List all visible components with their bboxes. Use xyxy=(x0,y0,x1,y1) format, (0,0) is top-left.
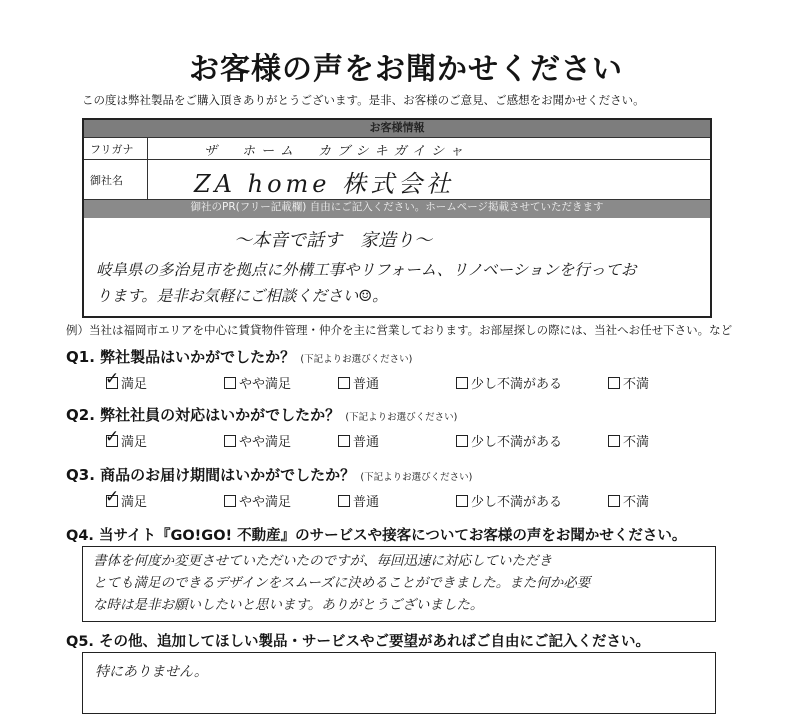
q3-label xyxy=(66,464,472,485)
customer-info-box xyxy=(82,118,712,318)
q5-label: Q5. その他、追加してほしい製品・サービスやご要望があればご自由にご記入ください。 xyxy=(66,634,650,650)
q2-option-5[interactable] xyxy=(608,431,649,450)
q1-option-2[interactable] xyxy=(224,373,291,392)
checkbox-icon[interactable] xyxy=(338,377,350,389)
option-label: 少し不満がある xyxy=(471,377,563,392)
option-label: やや満足 xyxy=(239,495,292,510)
q2-note: (下記よりお選びください) xyxy=(345,412,458,423)
option-label: やや満足 xyxy=(239,377,292,392)
checkbox-icon[interactable] xyxy=(456,377,468,389)
page-title: お客様の声をお聞かせください xyxy=(189,52,623,87)
option-label: 少し不満がある xyxy=(471,435,563,450)
checkbox-icon[interactable] xyxy=(338,435,350,447)
q3-option-5[interactable] xyxy=(608,491,649,510)
checkbox-icon[interactable] xyxy=(608,495,620,507)
furigana-value: ザ ホーム カブシキガイシャ xyxy=(204,144,469,159)
checkbox-icon[interactable] xyxy=(608,377,620,389)
q2-option-3[interactable] xyxy=(338,431,379,450)
checkbox-icon[interactable] xyxy=(456,435,468,447)
q5-answer-box[interactable] xyxy=(82,652,716,714)
option-label: 少し不満がある xyxy=(471,495,563,510)
checkbox-icon[interactable] xyxy=(338,495,350,507)
q1-option-3[interactable] xyxy=(338,373,379,392)
q3-option-1[interactable] xyxy=(106,491,147,510)
pr-line-2: ります。是非お気軽にご相談ください☺。 xyxy=(96,287,388,305)
q4-answer-line-3: な時は是非お願いしたいと思います。ありがとうございました。 xyxy=(93,597,484,613)
info-header: お客様情報 xyxy=(84,120,710,138)
q2-option-2[interactable] xyxy=(224,431,291,450)
q3-option-2[interactable] xyxy=(224,491,291,510)
company-value: ZA home 株式会社 xyxy=(194,170,455,198)
example-text: 例）当社は福岡市エリアを中心に賃貸物件管理・仲介を主に営業しております。お部屋探しの際には、当社へお任せ下さい。など xyxy=(66,323,733,337)
q1-label xyxy=(66,346,412,367)
checkbox-icon[interactable] xyxy=(224,435,236,447)
checkbox-icon[interactable] xyxy=(224,495,236,507)
q2-option-1[interactable] xyxy=(106,431,147,450)
q3-option-3[interactable] xyxy=(338,491,379,510)
checkbox-checked-icon[interactable] xyxy=(106,377,118,389)
q1-text: Q1. 弊社製品はいかがでしたか？ xyxy=(66,348,296,366)
checkbox-icon[interactable] xyxy=(608,435,620,447)
option-label: 普通 xyxy=(353,377,380,392)
q4-answer-line-2: とても満足のできるデザインをスムーズに決めることができました。また何か必要 xyxy=(93,575,591,591)
option-label: 満足 xyxy=(121,495,148,510)
q2-label xyxy=(66,404,457,425)
pr-header: 御社のPR(フリー記載欄) 自由にご記入ください。ホームページ掲載させていただきます xyxy=(84,200,710,218)
intro-text: この度は弊社製品をご購入頂きありがとうございます。是非、お客様のご意見、ご感想をお聞かせください。 xyxy=(82,93,645,107)
q5-answer: 特にありません。 xyxy=(95,664,208,680)
q1-note: (下記よりお選びください) xyxy=(300,354,413,365)
q1-option-5[interactable] xyxy=(608,373,649,392)
option-label: 満足 xyxy=(121,435,148,450)
option-label: 不満 xyxy=(623,377,650,392)
option-label: 普通 xyxy=(353,495,380,510)
checkbox-icon[interactable] xyxy=(224,377,236,389)
company-row xyxy=(84,160,710,200)
q3-option-4[interactable] xyxy=(456,491,562,510)
pr-heading: ～本音で話す 家造り～ xyxy=(234,230,432,251)
checkbox-icon[interactable] xyxy=(456,495,468,507)
q4-label: Q4. 当サイト『GO!GO! 不動産』のサービスや接客についてお客様の声をお聞かせください。 xyxy=(66,528,687,544)
option-label: 不満 xyxy=(623,435,650,450)
option-label: 満足 xyxy=(121,377,148,392)
furigana-label: フリガナ xyxy=(84,138,148,159)
q4-answer-box[interactable] xyxy=(82,546,716,622)
checkbox-checked-icon[interactable] xyxy=(106,435,118,447)
furigana-row xyxy=(84,138,710,160)
option-label: 不満 xyxy=(623,495,650,510)
q3-text: Q3. 商品のお届け期間はいかがでしたか？ xyxy=(66,466,356,484)
q3-note: (下記よりお選びください) xyxy=(360,472,473,483)
pr-line-1: 岐阜県の多治見市を拠点に外構工事やリフォーム、リノベーションを行ってお xyxy=(96,261,637,279)
company-label: 御社名 xyxy=(84,160,148,199)
option-label: やや満足 xyxy=(239,435,292,450)
option-label: 普通 xyxy=(353,435,380,450)
q4-answer-line-1: 書体を何度か変更させていただいたのですが、毎回迅速に対応していただき xyxy=(93,553,552,569)
q2-option-4[interactable] xyxy=(456,431,562,450)
q1-option-1[interactable] xyxy=(106,373,147,392)
checkbox-checked-icon[interactable] xyxy=(106,495,118,507)
q2-text: Q2. 弊社社員の対応はいかがでしたか？ xyxy=(66,406,341,424)
q1-option-4[interactable] xyxy=(456,373,562,392)
